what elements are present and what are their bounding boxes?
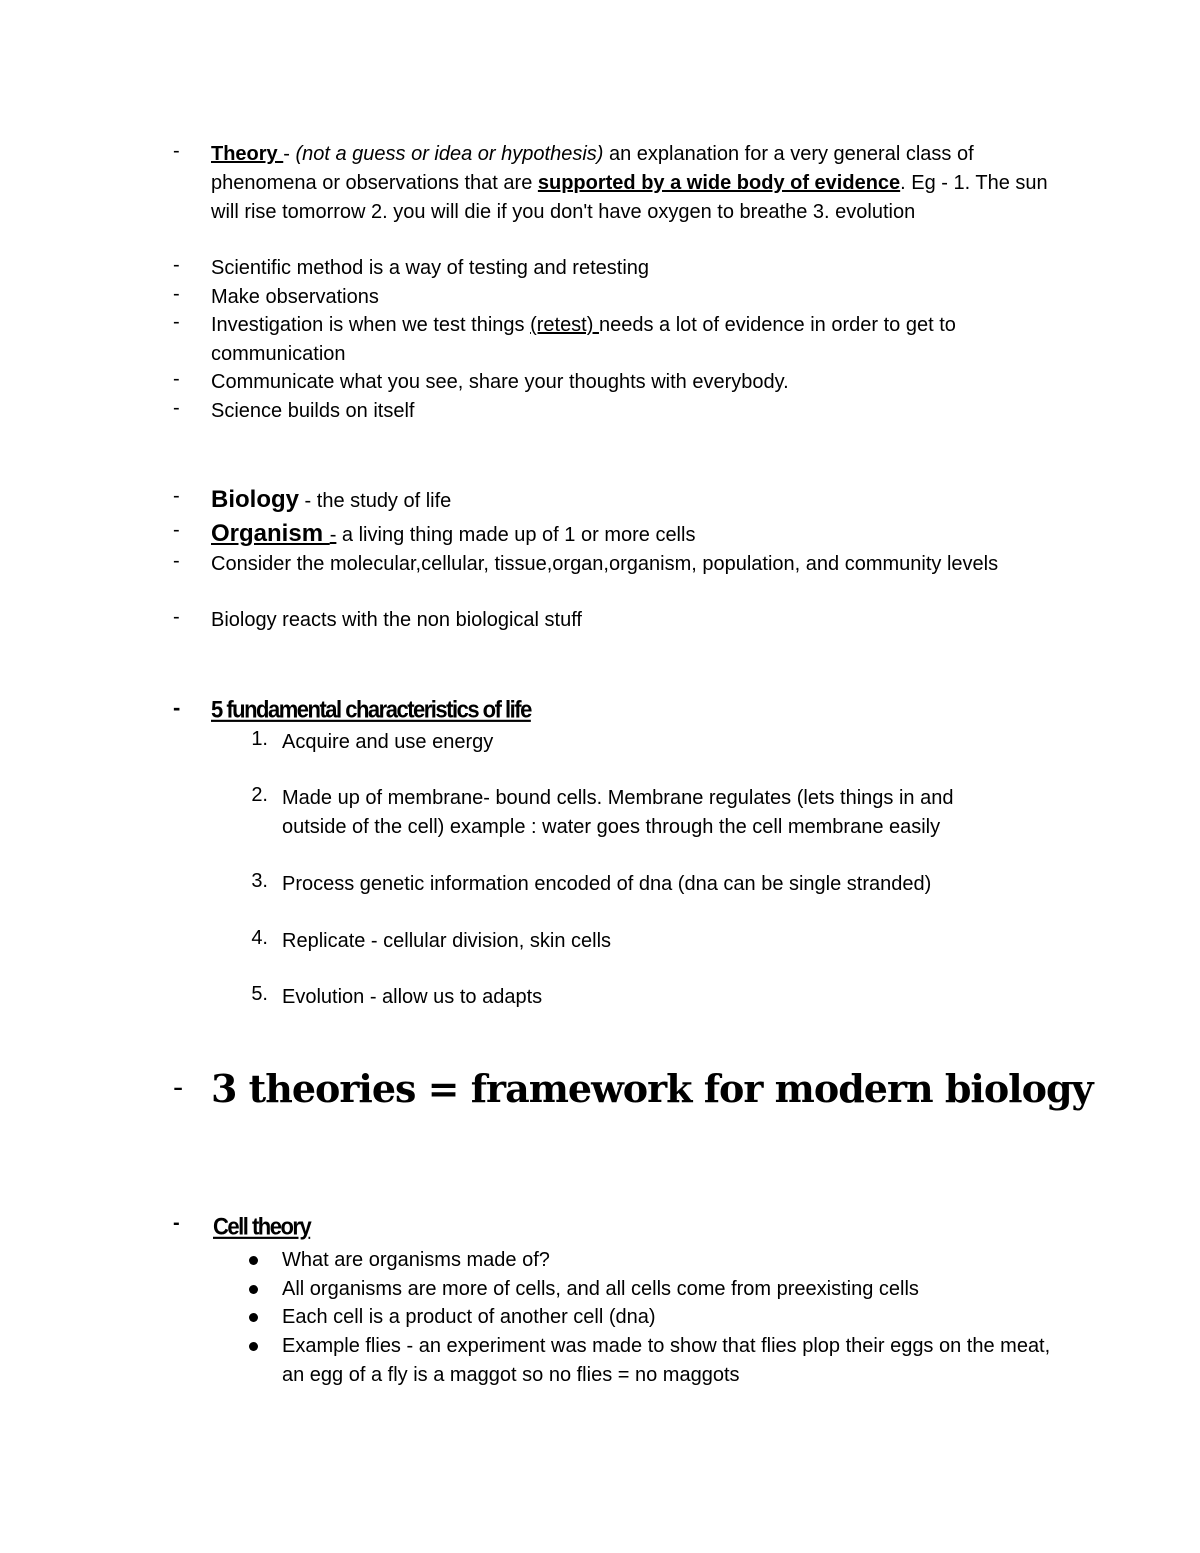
list-dash: - bbox=[173, 1212, 180, 1234]
investigation-item bbox=[211, 311, 1031, 369]
biology-definition bbox=[211, 485, 1071, 516]
list-dash: - bbox=[173, 397, 180, 419]
item-text: Made up of membrane- bound cells. Membrane regulates (lets things in and outside of the cell) example : water goes through the cell membrane easily bbox=[282, 787, 954, 838]
framework-row bbox=[0, 1066, 1200, 1122]
list-dash: - bbox=[173, 311, 180, 333]
framework-heading: 3 theories = framework for modern biology bbox=[211, 1066, 1093, 1111]
list-dash: - bbox=[173, 140, 180, 162]
item-number: 4. bbox=[251, 927, 268, 949]
list-dash: - bbox=[173, 283, 180, 305]
bullet-icon bbox=[249, 1342, 258, 1351]
list-dash: - bbox=[173, 368, 180, 390]
method-item-2: Make observations bbox=[211, 286, 379, 308]
theory-text-1: an explanation for a very general class of phenomena or observations that are bbox=[211, 143, 974, 194]
bio-item-1: Consider the molecular,cellular, tissue,organ,organism, population, and community levels bbox=[211, 553, 999, 575]
bullet-icon bbox=[249, 1285, 258, 1294]
bullet-text: All organisms are more of cells, and all cells come from preexisting cells bbox=[282, 1278, 919, 1300]
bullet-text: What are organisms made of? bbox=[282, 1249, 550, 1271]
item-text: Process genetic information encoded of dna (dna can be single stranded) bbox=[282, 873, 932, 895]
investigation-pre: Investigation is when we test things bbox=[211, 314, 531, 336]
investigation-post: needs a lot of evidence in order to get to communication bbox=[211, 314, 956, 365]
organism-dash: - bbox=[329, 524, 337, 546]
theory-paragraph bbox=[211, 140, 1071, 227]
bullet-text: Each cell is a product of another cell (dna) bbox=[282, 1306, 656, 1328]
bullet-icon bbox=[249, 1313, 258, 1322]
item-number: 2. bbox=[251, 784, 268, 806]
theory-text-2: . Eg - 1. The sun will rise tomorrow 2. you will die if you don't have oxygen to breathe 3. evolution bbox=[211, 172, 1048, 223]
list-dash: - bbox=[173, 550, 180, 572]
list-dash: - bbox=[173, 1070, 184, 1105]
theory-emphasis: supported by a wide body of evidence bbox=[537, 172, 901, 194]
organism-definition bbox=[211, 519, 1071, 550]
item-number: 5. bbox=[251, 983, 268, 1005]
cell-theory-heading-text: Cell theory bbox=[213, 1213, 311, 1240]
item-text: Evolution - allow us to adapts bbox=[282, 986, 543, 1008]
bio-item-2: Biology reacts with the non biological stuff bbox=[211, 609, 582, 631]
investigation-retest: (retest) bbox=[530, 314, 599, 336]
organism-def: a living thing made up of 1 or more cells bbox=[336, 524, 696, 546]
theory-aside: (not a guess or idea or hypothesis) bbox=[295, 143, 604, 165]
organism-term: Organism bbox=[211, 520, 330, 547]
item-text: Replicate - cellular division, skin cells bbox=[282, 930, 612, 952]
bullet-text: Example flies - an experiment was made to show that flies plop their eggs on the meat, an egg of a fly is a maggot so no flies = no maggots bbox=[282, 1335, 1051, 1386]
item-text: Acquire and use energy bbox=[282, 731, 494, 753]
characteristics-heading bbox=[211, 695, 1071, 726]
list-dash: - bbox=[173, 254, 180, 276]
biology-def: - the study of life bbox=[299, 490, 452, 512]
biology-term: Biology bbox=[211, 486, 299, 513]
cell-theory-heading bbox=[213, 1212, 1073, 1243]
method-item-1: Scientific method is a way of testing and retesting bbox=[211, 257, 650, 279]
item-number: 1. bbox=[251, 728, 268, 750]
characteristics-heading-text: 5 fundamental characteristics of life bbox=[211, 696, 531, 723]
list-dash: - bbox=[173, 519, 180, 541]
list-dash: - bbox=[173, 695, 181, 720]
theory-dash: - bbox=[283, 143, 296, 165]
list-dash: - bbox=[173, 485, 180, 507]
method-item-3: Communicate what you see, share your thoughts with everybody. bbox=[211, 371, 789, 393]
bullet-icon bbox=[249, 1256, 258, 1265]
item-number: 3. bbox=[251, 870, 268, 892]
theory-term: Theory bbox=[211, 143, 284, 165]
list-dash: - bbox=[173, 606, 180, 628]
method-item-4: Science builds on itself bbox=[211, 400, 415, 422]
